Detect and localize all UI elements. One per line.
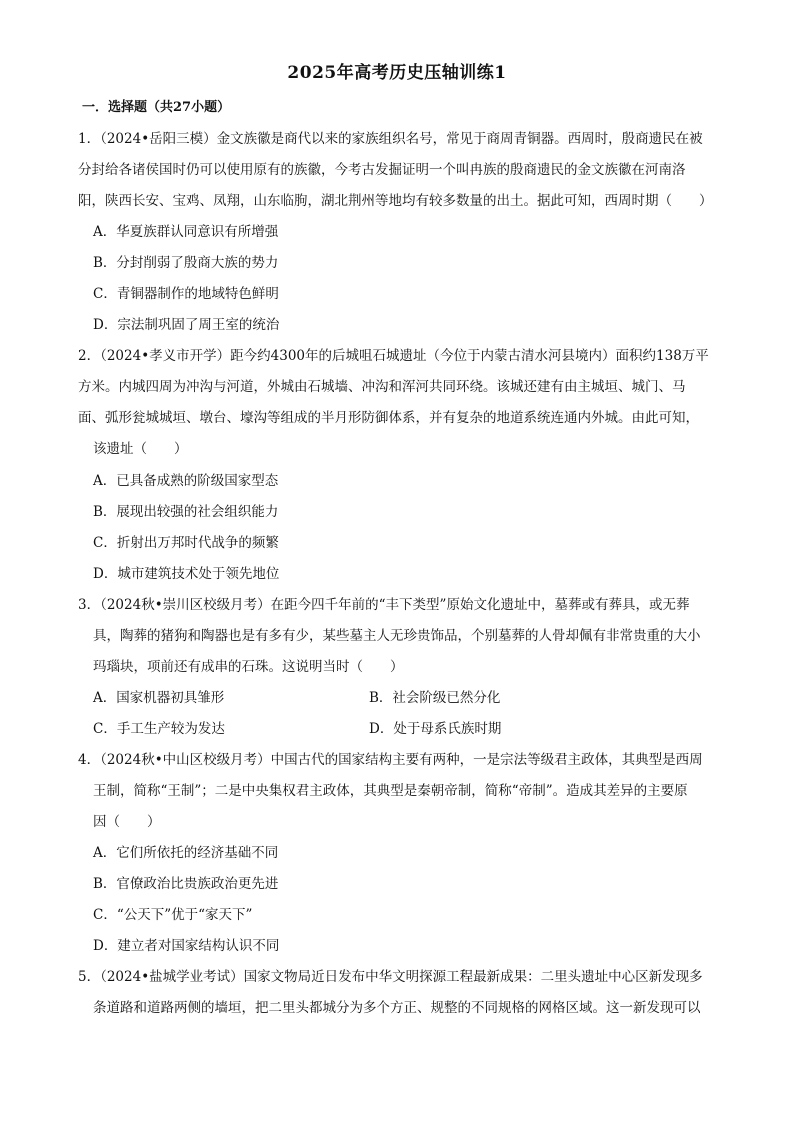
question-1-option-c[interactable]: C．青铜器制作的地域特色鲜明 xyxy=(93,286,279,302)
question-5 xyxy=(78,962,718,1024)
section-heading: 一．选择题（共27小题） xyxy=(82,100,231,115)
question-1 xyxy=(78,124,718,217)
question-3-line-1: 3．（2024秋•崇川区校级月考）在距今四千年前的“丰下类型”原始文化遗址中，墓葬或有葬具，或无葬 xyxy=(78,597,690,613)
question-4-option-b[interactable]: B．官僚政治比贵族政治更先进 xyxy=(93,876,279,892)
question-2-line-2: 方米。内城四周为冲沟与河道，外城由石城墙、冲沟和浑河共同环绕。该城还建有由主城垣、城门、马 xyxy=(78,379,686,395)
question-4-line-2: 王制，简称“王制”；二是中央集权君主政体，其典型是秦朝帝制，简称“帝制”。造成其差异的主要原 xyxy=(93,783,688,799)
question-3-option-a[interactable]: A．国家机器初具雏形 xyxy=(93,690,225,706)
question-4-option-a[interactable]: A．它们所依托的经济基础不同 xyxy=(93,845,279,861)
question-2-option-d[interactable]: D．城市建筑技术处于领先地位 xyxy=(93,566,280,582)
question-2-option-a[interactable]: A．已具备成熟的阶级国家型态 xyxy=(93,473,279,489)
question-2-line-1: 2．（2024•孝义市开学）距今约4300年的后城咀石城遗址（今位于内蒙古清水河县境内）面积约138万平 xyxy=(78,348,709,364)
question-4 xyxy=(78,745,718,838)
question-2-line-4: 该遗址（ ） xyxy=(93,441,188,457)
question-2-option-b[interactable]: B．展现出较强的社会组织能力 xyxy=(93,504,279,520)
question-1-line-3: 阳，陕西长安、宝鸡、凤翔，山东临朐，湖北荆州等地均有较多数量的出土。据此可知，西周时期（ ） xyxy=(78,193,713,209)
question-3-option-b[interactable]: B．社会阶级已然分化 xyxy=(369,690,501,706)
question-2-option-c[interactable]: C．折射出万邦时代战争的频繁 xyxy=(93,535,279,551)
question-1-option-a[interactable]: A．华夏族群认同意识有所增强 xyxy=(93,224,279,240)
question-1-option-b[interactable]: B．分封削弱了殷商大族的势力 xyxy=(93,255,279,271)
question-3-line-3: 玛瑙块，项前还有成串的石珠。这说明当时（ ） xyxy=(93,659,404,675)
question-3-line-2: 具，陶葬的猪狗和陶器也是有多有少，某些墓主人无珍贵饰品，个别墓葬的人骨却佩有非常贵重的大小 xyxy=(93,628,701,644)
question-2-line-3: 面、弧形瓮城城垣、墩台、壕沟等组成的半月形防御体系，并有复杂的地道系统连通内外城。由此可知， xyxy=(78,410,699,426)
question-5-line-1: 5．（2024•盐城学业考试）国家文物局近日发布中华文明探源工程最新成果：二里头遗址中心区新发现多 xyxy=(78,969,703,985)
question-5-line-2: 条道路和道路两侧的墙垣，把二里头都城分为多个方正、规整的不同规格的网格区域。这一新发现可以 xyxy=(93,1000,701,1016)
question-1-line-2: 分封给各诸侯国时仍可以使用原有的族徽，今考古发掘证明一个叫冉族的殷商遗民的金文族徽在河南洛 xyxy=(78,162,686,178)
question-2 xyxy=(78,341,718,465)
question-4-option-d[interactable]: D．建立者对国家结构认识不同 xyxy=(93,938,280,954)
question-4-option-c[interactable]: C．“公天下”优于“家天下” xyxy=(93,907,253,923)
question-3-option-c[interactable]: C．手工生产较为发达 xyxy=(93,721,225,737)
question-4-line-1: 4．（2024秋•中山区校级月考）中国古代的国家结构主要有两种，一是宗法等级君主政体，其典型是西周 xyxy=(78,752,703,768)
question-1-line-1: 1．（2024•岳阳三模）金文族徽是商代以来的家族组织名号，常见于商周青铜器。西周时，殷商遗民在被 xyxy=(78,131,703,147)
question-3 xyxy=(78,590,718,683)
question-3-option-d[interactable]: D．处于母系氏族时期 xyxy=(369,721,502,737)
page-title: 2025年高考历史压轴训练1 xyxy=(287,63,507,83)
question-4-line-3: 因（ ） xyxy=(93,814,161,830)
question-1-option-d[interactable]: D．宗法制巩固了周王室的统治 xyxy=(93,317,280,333)
